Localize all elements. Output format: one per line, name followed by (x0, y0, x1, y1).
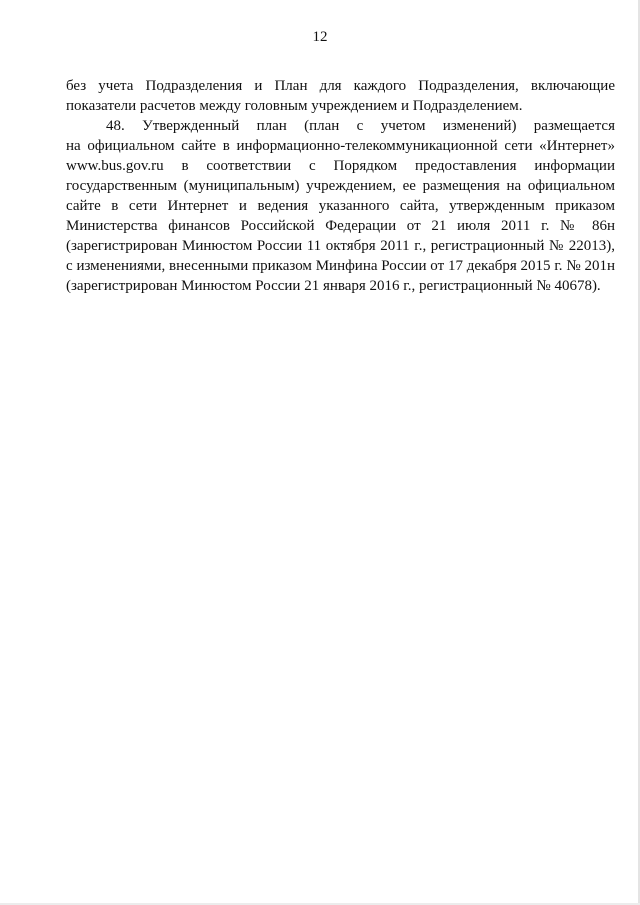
text-line: без учета Подразделения и План для каждого Подразделения, включающие (66, 78, 615, 94)
text-line: Министерства финансов Российской Федерации от 21 июля 2011 г. № 86н (66, 218, 615, 234)
text-line: на официальном сайте в информационно-телекоммуникационной сети «Интернет» (66, 138, 615, 154)
page-number: 12 (312, 29, 328, 45)
text-line: государственным (муниципальным) учреждением, ее размещения на официальном (66, 178, 615, 194)
paragraph-continuation (66, 76, 615, 116)
text-line: www.bus.gov.ru в соответствии с Порядком предоставления информации (66, 158, 615, 174)
text-line: показатели расчетов между головным учреждением и Подразделением. (66, 98, 523, 114)
text-line: сайте в сети Интернет и ведения указанного сайта, утвержденным приказом (66, 198, 615, 214)
document-body (66, 76, 615, 296)
text-line: 48. Утвержденный план (план с учетом изменений) размещается (106, 118, 615, 134)
text-line: (зарегистрирован Минюстом России 11 октября 2011 г., регистрационный № 22013), (66, 238, 615, 254)
text-line: с изменениями, внесенными приказом Минфина России от 17 декабря 2015 г. № 201н (66, 258, 615, 274)
text-line: (зарегистрирован Минюстом России 21 января 2016 г., регистрационный № 40678). (66, 278, 601, 294)
paragraph-48 (66, 116, 615, 296)
